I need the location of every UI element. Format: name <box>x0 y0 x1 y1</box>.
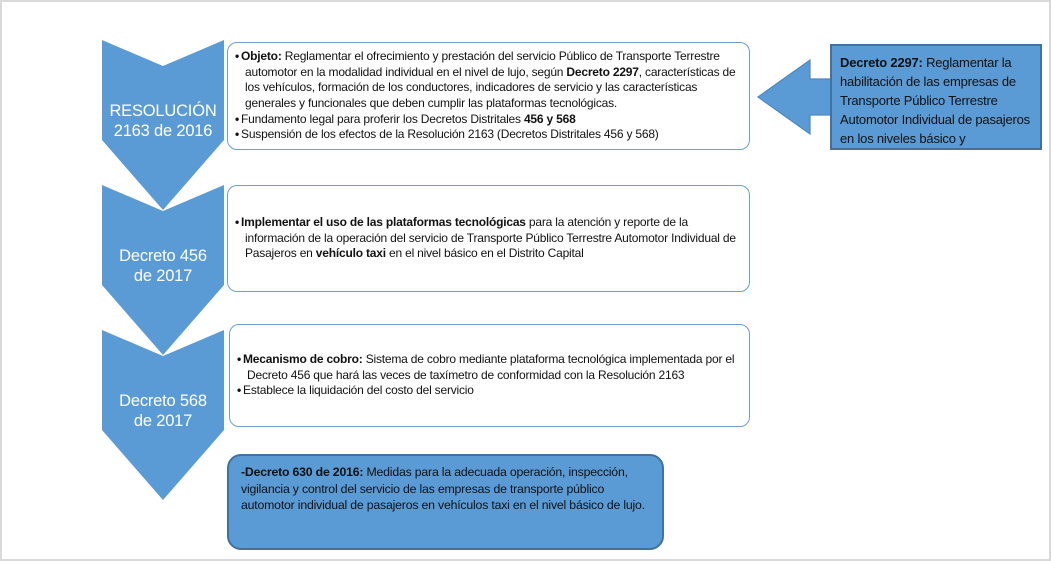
chevron-2-line1: Decreto 456 <box>119 247 207 265</box>
chevron-1-label <box>102 102 224 141</box>
bullet-item: • Mecanismo de cobro: Sistema de cobro mediante plataforma tecnológica implementada por el Decreto 456 que hará las veces de taxímetro de conformidad con la Resolución 2163 <box>237 352 739 383</box>
bullet-item: • Objeto: Reglamentar el ofrecimiento y prestación del servicio Público de Transporte Terrestre automotor en la modalidad individual en el nivel de lujo, según Decreto 2297, características de los vehículos, formación de los conductores, indicadores de servicio y las características generales y funcionales que deben cumplir las plataformas tecnológicas. <box>235 49 739 112</box>
decreto-630-note <box>227 454 664 550</box>
chevron-2-line2: de 2017 <box>133 266 193 285</box>
callout-text: Decreto 2297: Reglamentar la habilitación de las empresas de Transporte Público Terrestre Automotor Individual de pasajeros en los niveles básico y <box>840 55 1030 146</box>
chevron-1-line2: 2163 de 2016 <box>113 121 213 140</box>
decreto-456-textbox <box>227 185 750 292</box>
bullet-list-3 <box>230 350 749 401</box>
bullet-list-2 <box>228 213 749 264</box>
bullet-item: • Fundamento legal para proferir los Decretos Distritales 456 y 568 <box>235 112 739 128</box>
chevron-3-line2: de 2017 <box>133 411 193 430</box>
left-block-arrow-icon <box>758 60 831 134</box>
resolucion-2163-textbox <box>227 42 750 150</box>
bullet-item: • Suspensión de los efectos de la Resolución 2163 (Decretos Distritales 456 y 568) <box>235 127 739 143</box>
bottom-note-text: -Decreto 630 de 2016: Medidas para la adecuada operación, inspección, vigilancia y control del servicio de las empresas de transporte público automotor individual de pasajeros en vehículos taxi en el nivel básico de lujo. <box>241 465 645 512</box>
chevron-2-label <box>102 247 224 286</box>
chevron-3-label <box>102 392 224 431</box>
bullet-item: • Implementar el uso de las plataformas tecnológicas para la atención y reporte de la información de la operación del servicio de Transporte Público Terrestre Automotor Individual de Pasajeros en vehículo taxi en el nivel básico en el Distrito Capital <box>235 215 739 262</box>
bullet-item: • Establece la liquidación del costo del servicio <box>237 383 739 399</box>
decreto-568-textbox <box>229 324 750 427</box>
decreto-2297-callout <box>830 44 1042 150</box>
bullet-list-1 <box>228 47 749 145</box>
chevron-1-line1: RESOLUCIÓN <box>109 102 217 120</box>
chevron-3-line1: Decreto 568 <box>119 392 207 410</box>
